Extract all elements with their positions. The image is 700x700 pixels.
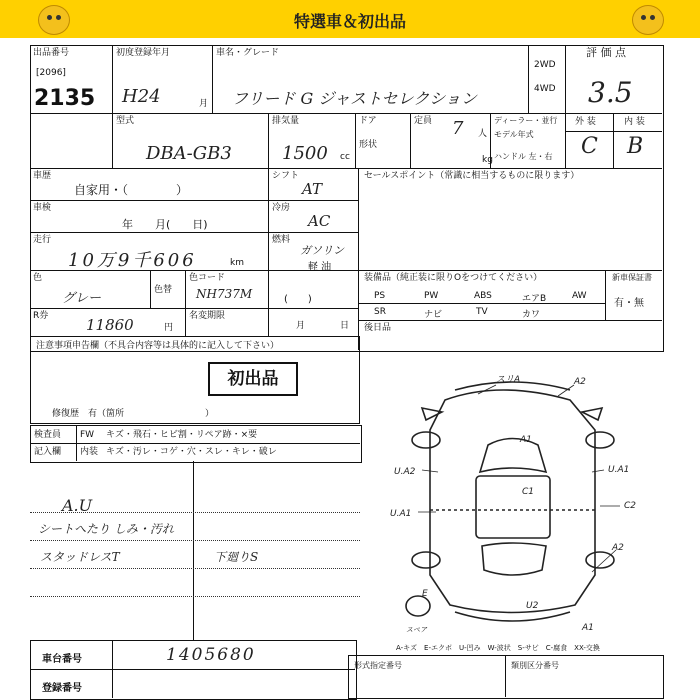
check-fw-items: キズ・飛石・ヒビ割・リペア跡・×要	[106, 430, 258, 440]
first-reg-label: 初度登録年月	[116, 48, 171, 58]
remark-line3: スタッドレスT	[40, 550, 120, 564]
recycle-label: R券	[33, 311, 49, 321]
exam-label: 検査員	[34, 430, 62, 440]
grade-value: 3.5	[588, 76, 633, 109]
color-label: 色	[33, 273, 43, 283]
equip-abs: ABS	[474, 291, 492, 301]
chassis-label: 車台番号	[42, 654, 82, 665]
diagram-label: A1	[520, 435, 532, 445]
recycle-unit: 円	[164, 323, 174, 333]
grade-ext: C	[581, 134, 598, 159]
displacement-value: 1500	[282, 143, 328, 164]
mileage-value: 10万9千606	[68, 250, 197, 271]
fuel-label: 燃料	[272, 235, 291, 245]
diagram-label: A1	[582, 623, 594, 633]
roof	[476, 476, 550, 538]
remark-line1: A.U	[62, 496, 93, 515]
color-code-label: 色コード	[189, 273, 226, 283]
capacity-label: 定員	[414, 116, 433, 126]
notes-label: 注意事項申告欄（不具合内容等は具体的に記入して下さい）	[36, 341, 280, 351]
grade-int-label: 内 装	[624, 117, 645, 127]
dealer-label: ディーラー・並行	[494, 116, 558, 125]
shift-value: AT	[302, 180, 323, 198]
capacity-value: 7	[452, 118, 464, 139]
inspection-label: 車検	[33, 203, 52, 213]
grade-int: B	[627, 134, 644, 159]
doors-shape-label: 形状	[359, 140, 378, 150]
grade-ext-label: 外 装	[575, 117, 596, 127]
diagram-label: スペア	[406, 626, 427, 634]
footer-code2-label: 類別区分番号	[511, 661, 559, 670]
mileage-label: 走行	[33, 235, 52, 245]
spare-tire	[406, 596, 430, 616]
capacity-unit: 人	[478, 129, 488, 139]
drive-2wd: 2WD	[534, 60, 556, 70]
inspection-value: 年 月( 日)	[122, 218, 208, 231]
equip-aw: AW	[572, 291, 587, 301]
fuel-value: ガソリン	[300, 244, 344, 257]
displacement-label: 排気量	[272, 116, 300, 126]
banner-title: 特選車＆初出品	[293, 12, 406, 31]
name-change-label: 名変期限	[189, 311, 226, 321]
shift-label: シフト	[272, 171, 300, 181]
remark-line2: シートへたり しみ・汚れ	[38, 522, 174, 536]
repair-history-text: 修復歴 有（箇所 ）	[52, 409, 215, 419]
wheel-front-left	[412, 432, 440, 448]
recycle-value: 11860	[86, 316, 134, 334]
displacement-unit: cc	[340, 152, 350, 162]
equipment-label: 装備品（純正装に限りOをつけてください）	[364, 273, 543, 283]
diagram-label: U.A2	[394, 467, 416, 477]
type-value: DBA-GB3	[146, 143, 232, 164]
rear-bumper	[455, 612, 570, 621]
equip-airbag: エアB	[522, 294, 547, 304]
diagram-label: U2	[526, 601, 539, 611]
fuel-alt: 軽 油	[308, 262, 332, 273]
equip-pw: PW	[424, 291, 439, 301]
footer-code1-label: 形式指定番号	[354, 661, 402, 670]
lot-number: 2135	[34, 86, 96, 111]
name-change-month: 月	[296, 321, 306, 331]
diagram-label: C2	[624, 501, 637, 511]
damage-legend: A-キズ E-エクボ U-凹み W-波状 S-サビ C-腐食 XX-交換	[396, 644, 600, 652]
diagram-label: C1	[522, 487, 535, 497]
equip-navi: ナビ	[424, 310, 443, 320]
type-label: 型式	[116, 116, 135, 126]
remark-line4: 下廻りS	[214, 550, 259, 564]
entry-label: 記入欄	[34, 447, 62, 457]
diagram-label: E	[422, 589, 428, 599]
ac-label: 冷房	[272, 203, 291, 213]
fuel-paren: ( )	[284, 294, 312, 305]
wheel-rear-left	[412, 552, 440, 568]
lot-label: 出品番号	[33, 48, 70, 58]
new-warranty-value: 有・無	[614, 298, 644, 309]
diagram-label: A2	[612, 543, 624, 553]
diagram-label: A2	[574, 377, 586, 387]
diagram-label: スリA	[496, 375, 521, 385]
check-fw-cat: FW	[80, 430, 95, 440]
equip-ps: PS	[374, 291, 386, 301]
model-label: 車名・グレード	[216, 48, 280, 58]
color-tone-label: 色替	[154, 285, 173, 295]
diagram-label: U.A1	[390, 509, 412, 519]
sales-label: セールスポイント（常識に相当するものに限ります）	[364, 171, 580, 181]
capacity-load-unit: kg	[482, 155, 493, 165]
diagram-label: U.A1	[608, 465, 630, 475]
windshield	[480, 439, 546, 473]
wheel-rear-right	[586, 552, 614, 568]
model-value: フリード G ジャストセレクション	[232, 89, 477, 108]
wheel-front-right	[586, 432, 614, 448]
left-mirror	[422, 408, 442, 420]
rear-window	[482, 543, 546, 575]
mileage-unit: km	[230, 258, 244, 268]
drive-4wd: 4WD	[534, 84, 556, 94]
registration-label: 登録番号	[42, 683, 82, 694]
first-listing-badge: 初出品	[208, 362, 298, 396]
color-code: NH737M	[196, 287, 253, 301]
handle-label: ハンドル 左・右	[494, 152, 553, 161]
color-value: グレー	[62, 291, 102, 306]
first-reg-value: H24	[122, 86, 161, 107]
repair-history-label: 後日品	[364, 323, 392, 333]
first-reg-month-label: 月	[199, 99, 209, 109]
name-change-day: 日	[340, 321, 350, 331]
lot-code: [2096]	[36, 68, 66, 78]
car-damage-diagram	[360, 360, 700, 660]
check-interior-items: キズ・汚レ・コゲ・穴・スレ・キレ・破レ	[106, 447, 277, 457]
car-body-outline	[430, 390, 595, 613]
equip-tv: TV	[476, 307, 488, 317]
ac-value: AC	[308, 212, 331, 230]
category-value: 自家用・（ ）	[74, 183, 189, 197]
equip-leather: カワ	[522, 310, 541, 320]
equip-sr: SR	[374, 307, 386, 317]
grade-label: 評 価 点	[586, 46, 626, 59]
new-warranty-label: 新車保証書	[612, 273, 652, 282]
check-interior-cat: 内装	[80, 447, 99, 457]
doors-label: ドア	[359, 116, 377, 126]
chassis-value: 1405680	[166, 645, 256, 665]
category-label: 車歴	[33, 171, 52, 181]
model-year-label: モデル年式	[494, 130, 534, 139]
